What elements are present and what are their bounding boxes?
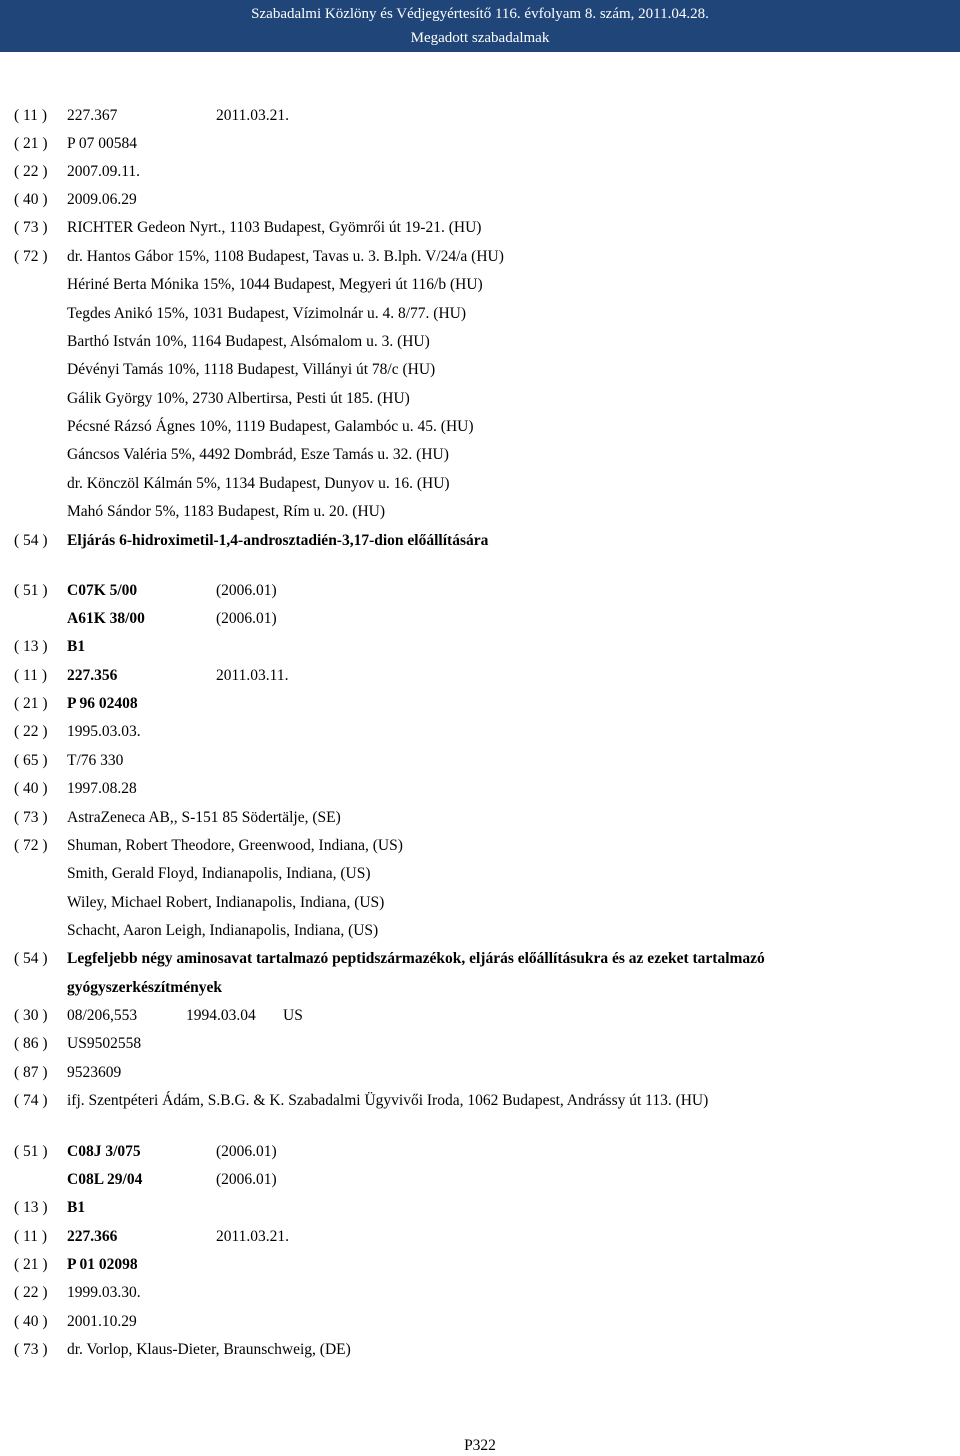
inid-code: ( 22 ) (14, 163, 48, 180)
entry-value: 2007.09.11. (67, 163, 141, 180)
inid-code: ( 65 ) (14, 752, 48, 769)
inid-code: ( 21 ) (14, 135, 48, 152)
entry-value: B1 (67, 1199, 86, 1216)
entry-value: US9502558 (67, 1035, 142, 1052)
entry-value: T/76 330 (67, 752, 124, 769)
inid-code: ( 40 ) (14, 780, 48, 797)
page-number: P322 (464, 1437, 496, 1454)
entry-secondary-value: 1994.03.04 (186, 1007, 256, 1024)
entry-value: Legfeljebb négy aminosavat tartalmazó peptidszármazékok, eljárás előállításukra és az ezeket tartalmazó (67, 950, 765, 967)
entry-value: 2009.06.29 (67, 191, 137, 208)
entry-value: P 01 02098 (67, 1256, 138, 1273)
inid-code: ( 51 ) (14, 582, 48, 599)
inid-code: ( 11 ) (14, 667, 47, 684)
entry-value: Hériné Berta Mónika 15%, 1044 Budapest, Megyeri út 116/b (HU) (67, 276, 483, 293)
entry-value: 227.366 (67, 1228, 118, 1245)
inid-code: ( 30 ) (14, 1007, 48, 1024)
entry-value: 9523609 (67, 1064, 122, 1081)
entry-value: 1997.08.28 (67, 780, 137, 797)
entry-value: Gáncsos Valéria 5%, 4492 Dombrád, Esze Tamás u. 32. (HU) (67, 446, 449, 463)
inid-code: ( 40 ) (14, 191, 48, 208)
entry-value: AstraZeneca AB,, S-151 85 Södertälje, (SE) (67, 809, 341, 826)
entry-value: P 96 02408 (67, 695, 138, 712)
entry-value: 227.356 (67, 667, 118, 684)
entry-value: Tegdes Anikó 15%, 1031 Budapest, Vízimolnár u. 4. 8/77. (HU) (67, 305, 466, 322)
entry-secondary-value: (2006.01) (216, 610, 277, 627)
inid-code: ( 54 ) (14, 532, 48, 549)
entry-value: C08J 3/075 (67, 1143, 141, 1160)
entry-value: 08/206,553 (67, 1007, 138, 1024)
entry-value: Gálik György 10%, 2730 Albertirsa, Pesti út 185. (HU) (67, 390, 410, 407)
entry-value: 2001.10.29 (67, 1313, 137, 1330)
entry-value: Wiley, Michael Robert, Indianapolis, Indiana, (US) (67, 894, 385, 911)
entry-secondary-value: (2006.01) (216, 582, 277, 599)
entry-value: 1995.03.03. (67, 723, 141, 740)
entry-secondary-value: 2011.03.21. (216, 1228, 290, 1245)
entry-value: A61K 38/00 (67, 610, 145, 627)
entry-value: 227.367 (67, 107, 118, 124)
journal-title: Szabadalmi Közlöny és Védjegyértesítő 116. évfolyam 8. szám, 2011.04.28. (251, 6, 709, 22)
inid-code: ( 21 ) (14, 695, 48, 712)
entry-value: dr. Könczöl Kálmán 5%, 1134 Budapest, Dunyov u. 16. (HU) (67, 475, 450, 492)
inid-code: ( 22 ) (14, 723, 48, 740)
inid-code: ( 22 ) (14, 1284, 48, 1301)
entry-secondary-value: 2011.03.21. (216, 107, 290, 124)
section-title: Megadott szabadalmak (410, 30, 550, 46)
entry-value: C07K 5/00 (67, 582, 138, 599)
entry-country-code: US (283, 1007, 303, 1024)
entry-value: Pécsné Rázsó Ágnes 10%, 1119 Budapest, Galambóc u. 45. (HU) (67, 418, 474, 435)
entry-value: ifj. Szentpéteri Ádám, S.B.G. & K. Szabadalmi Ügyvivői Iroda, 1062 Budapest, Andrássy út 113. (HU) (67, 1092, 709, 1109)
inid-code: ( 21 ) (14, 1256, 48, 1273)
inid-code: ( 86 ) (14, 1035, 48, 1052)
entry-value: dr. Hantos Gábor 15%, 1108 Budapest, Tavas u. 3. B.lph. V/24/a (HU) (67, 248, 504, 265)
entry-value: RICHTER Gedeon Nyrt., 1103 Budapest, Gyömrői út 19-21. (HU) (67, 219, 482, 236)
inid-code: ( 11 ) (14, 1228, 47, 1245)
inid-code: ( 74 ) (14, 1092, 48, 1109)
entry-value: Dévényi Tamás 10%, 1118 Budapest, Villányi út 78/c (HU) (67, 361, 436, 378)
inid-code: ( 13 ) (14, 638, 48, 655)
inid-code: ( 54 ) (14, 950, 48, 967)
entry-value: P 07 00584 (67, 135, 138, 152)
entry-value: 1999.03.30. (67, 1284, 141, 1301)
entry-value: Eljárás 6-hidroximetil-1,4-androsztadién-3,17-dion előállítására (67, 532, 489, 549)
inid-code: ( 72 ) (14, 248, 48, 265)
inid-code: ( 73 ) (14, 1341, 48, 1358)
inid-code: ( 13 ) (14, 1199, 48, 1216)
inid-code: ( 51 ) (14, 1143, 48, 1160)
entry-value: Smith, Gerald Floyd, Indianapolis, Indiana, (US) (67, 865, 371, 882)
entry-secondary-value: 2011.03.11. (216, 667, 289, 684)
inid-code: ( 72 ) (14, 837, 48, 854)
entry-value: Mahó Sándor 5%, 1183 Budapest, Rím u. 20. (HU) (67, 503, 386, 520)
inid-code: ( 11 ) (14, 107, 47, 124)
entry-value: Schacht, Aaron Leigh, Indianapolis, Indiana, (US) (67, 922, 379, 939)
inid-code: ( 87 ) (14, 1064, 48, 1081)
entry-value: B1 (67, 638, 86, 655)
inid-code: ( 73 ) (14, 219, 48, 236)
inid-code: ( 40 ) (14, 1313, 48, 1330)
inid-code: ( 73 ) (14, 809, 48, 826)
entry-value: dr. Vorlop, Klaus-Dieter, Braunschweig, (DE) (67, 1341, 351, 1358)
entry-value: gyógyszerkészítmények (67, 979, 222, 996)
entry-value: Barthó István 10%, 1164 Budapest, Alsómalom u. 3. (HU) (67, 333, 430, 350)
entry-secondary-value: (2006.01) (216, 1143, 277, 1160)
entry-value: Shuman, Robert Theodore, Greenwood, Indiana, (US) (67, 837, 403, 854)
entry-secondary-value: (2006.01) (216, 1171, 277, 1188)
page-header (0, 0, 960, 52)
entry-value: C08L 29/04 (67, 1171, 143, 1188)
